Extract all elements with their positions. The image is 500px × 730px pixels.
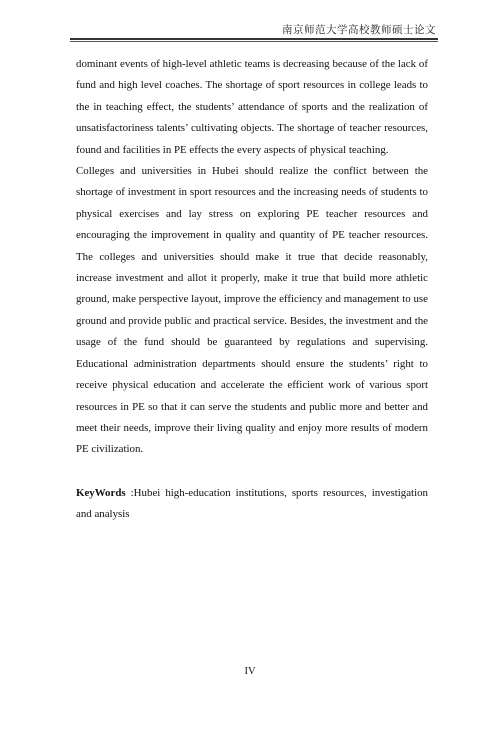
header-rule-thin [70,41,438,42]
keywords-label: KeyWords [76,486,126,499]
header-rule [70,38,438,40]
abstract-paragraph-1: dominant events of high-level athletic teams is decreasing because of the lack of fund and high level coaches. The shortage of sport resources in college leads to the in teaching effect, the students’ attendance of sports and the realization of unsatisfactoriness talents’ cultivating objects. The shortage of teacher resources, found and facilities in PE effects the every aspects of physical teaching. [76,58,428,156]
keywords-text: :Hubei high-education institutions, sports resources, investigation and analysis [76,486,428,521]
page-number: IV [244,666,256,677]
abstract-paragraph-2: Colleges and universities in Hubei should realize the conflict between the shortage of investment in sport resources and the increasing needs of students to physical exercises and lay stress on exploring PE teacher resources and encouraging the improvement in quality and quantity of PE teacher resources. The colleges and universities should make it true that decide reasonably, increase investment and allot it properly, make it true that build more athletic ground, make perspective layout, improve the efficiency and management to use ground and provide public and practical service. Besides, the investment and the usage of the fund should be guaranteed by regulations and supervising. Educational administration departments should ensure the students’ right to receive physical education and accelerate the efficient work of various sport resources in PE so that it can serve the students and public more and better and meet their needs, improve their living quality and enjoy more results of modern PE civilization. [76,165,428,456]
keywords-line [76,483,428,526]
abstract-body [76,54,428,536]
running-header: 南京师范大学高校教师硕士论文 [282,24,436,36]
